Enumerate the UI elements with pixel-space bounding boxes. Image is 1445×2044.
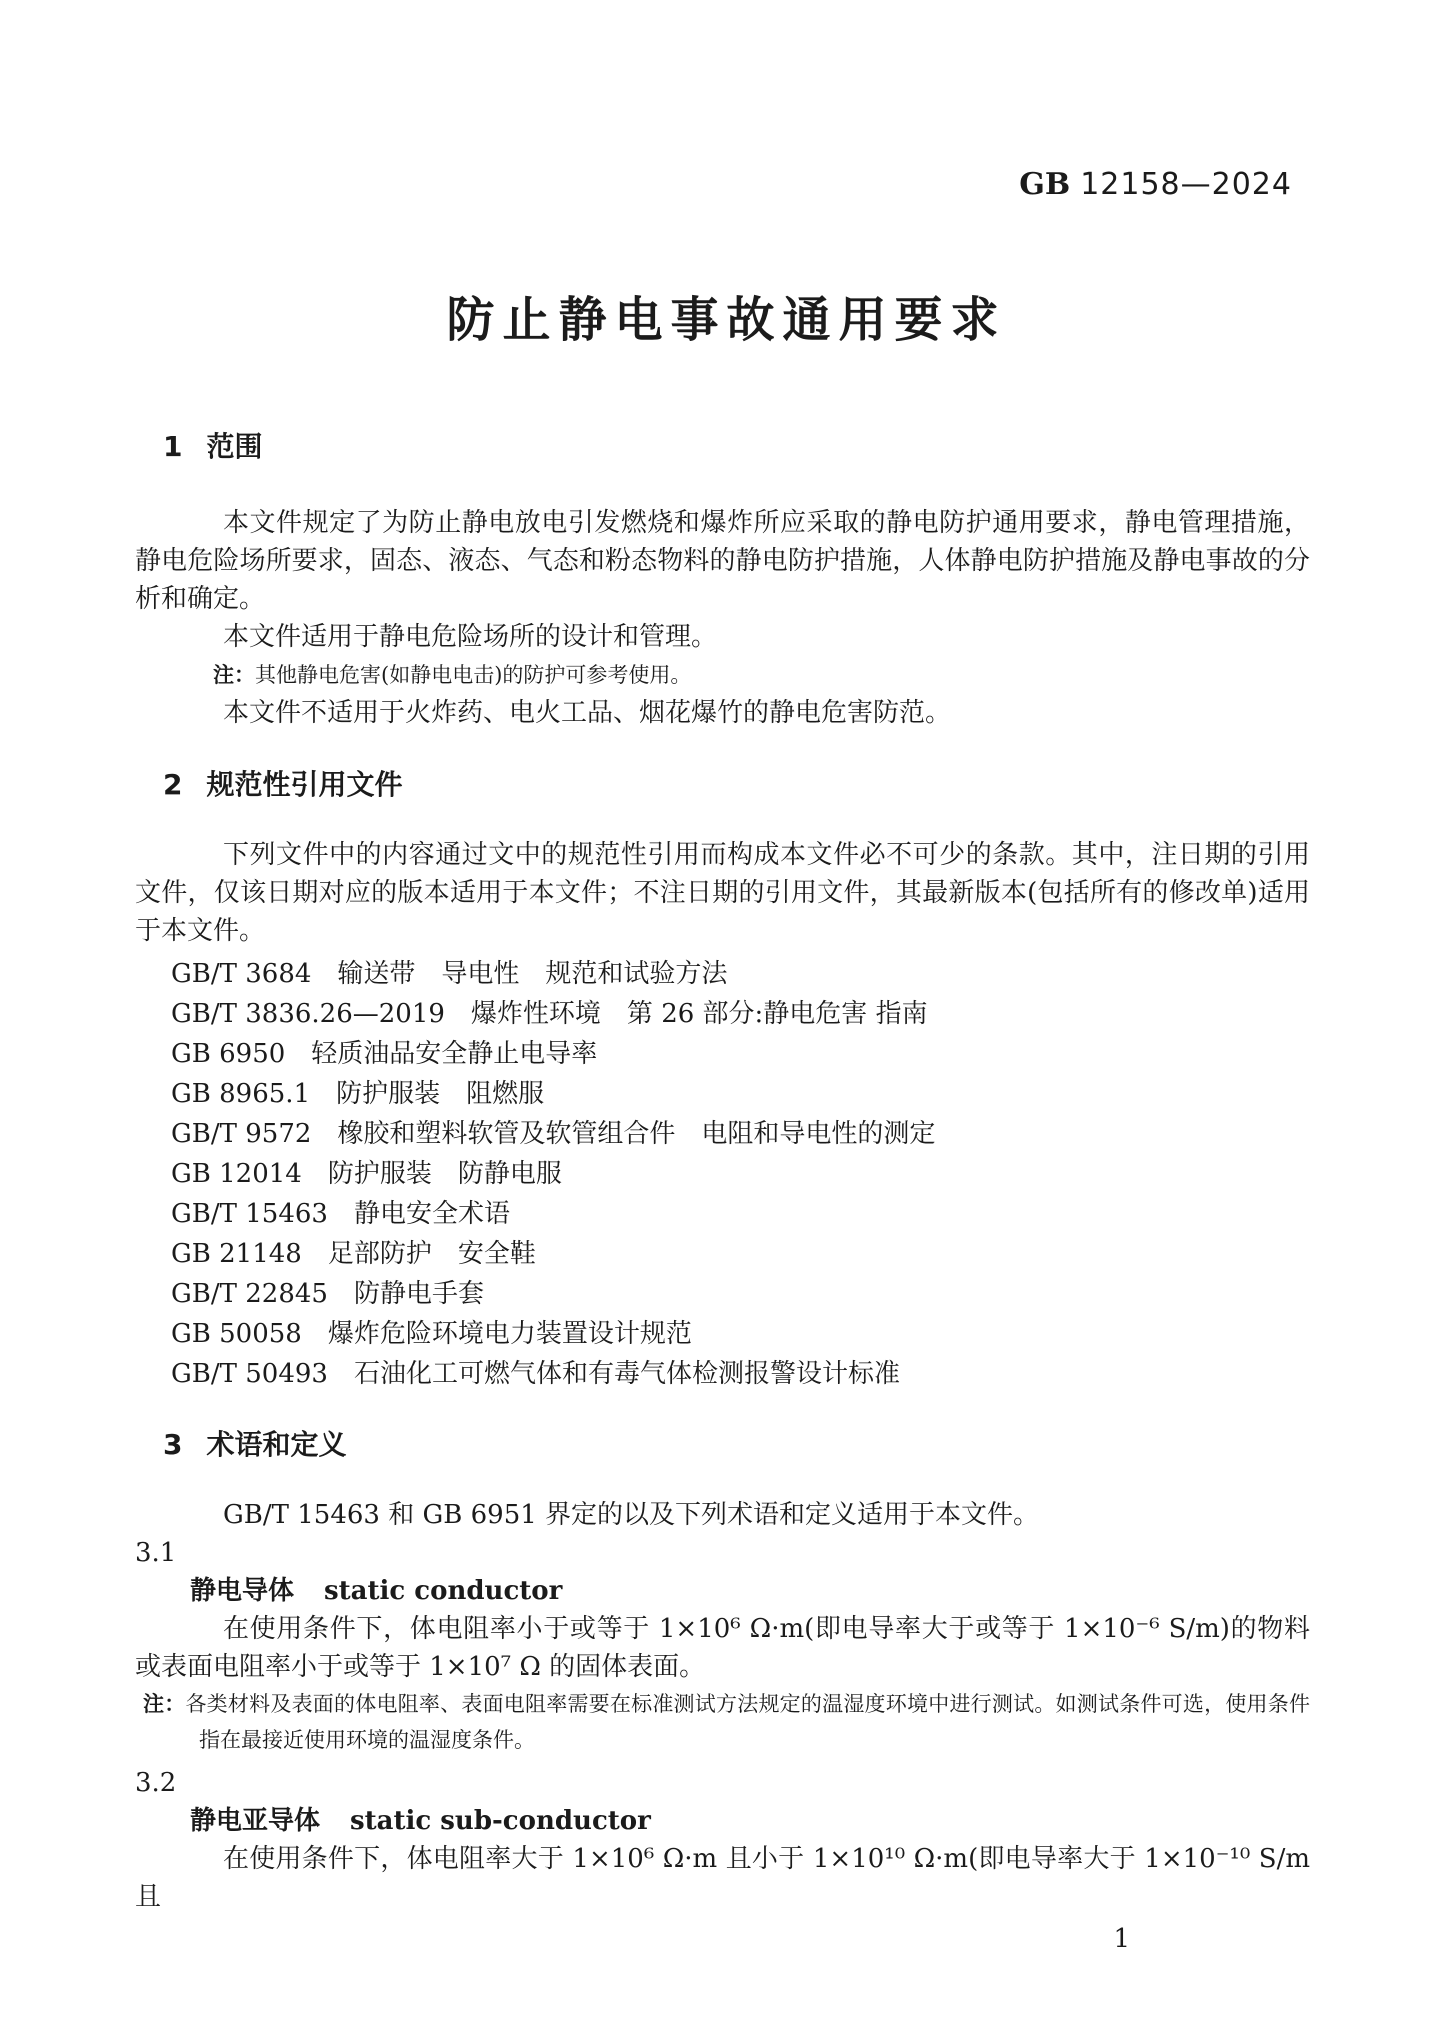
term-3-2-number: 3.2 (135, 1768, 177, 1798)
section-3-number: 3 (163, 1428, 183, 1461)
reference-item: GB/T 3684 输送带 导电性 规范和试验方法 (171, 959, 728, 989)
term-3-2-zh: 静电亚导体 (190, 1806, 321, 1836)
normative-references-list (135, 954, 1310, 1394)
term-3-1-zh: 静电导体 (190, 1576, 295, 1606)
term-3-2-heading (135, 1802, 1310, 1840)
reference-item: GB/T 15463 静电安全术语 (171, 1199, 510, 1229)
section-3-heading (135, 1428, 1310, 1462)
reference-item: GB 12014 防护服装 防静电服 (171, 1159, 562, 1189)
section-1-number: 1 (163, 430, 183, 463)
standard-code-prefix: GB (1019, 167, 1071, 202)
reference-item: GB 21148 足部防护 安全鞋 (171, 1239, 536, 1269)
term-3-2-en: static sub-conductor (350, 1806, 651, 1836)
section-1-title: 范围 (206, 430, 263, 463)
reference-item: GB/T 9572 橡胶和塑料软管及软管组合件 电阻和导电性的测定 (171, 1119, 936, 1149)
section-2-intro: 下列文件中的内容通过文中的规范性引用而构成本文件必不可少的条款。其中，注日期的引用文件，仅该日期对应的版本适用于本文件；不注日期的引用文件，其最新版本(包括所有的修改单)适用于本文件。 (135, 840, 1310, 946)
note-text: 其他静电危害(如静电电击)的防护可参考使用。 (255, 663, 692, 687)
term-3-1-number: 3.1 (135, 1538, 177, 1568)
section-1-paragraph-2: 本文件适用于静电危险场所的设计和管理。 (223, 622, 718, 652)
section-1-heading (135, 430, 1310, 464)
section-2-number: 2 (163, 768, 183, 801)
reference-item: GB 8965.1 防护服装 阻燃服 (171, 1079, 545, 1109)
note-text: 各类材料及表面的体电阻率、表面电阻率需要在标准测试方法规定的温湿度环境中进行测试。如测试条件可选，使用条件指在最接近使用环境的温湿度条件。 (185, 1692, 1311, 1752)
reference-item: GB/T 3836.26—2019 爆炸性环境 第 26 部分:静电危害 指南 (171, 999, 928, 1029)
note-label: 注： (143, 1692, 186, 1716)
reference-item: GB/T 22845 防静电手套 (171, 1279, 484, 1309)
section-3-title: 术语和定义 (206, 1428, 347, 1461)
standard-code-header (135, 168, 1310, 202)
term-3-1-en: static conductor (324, 1576, 563, 1606)
page-number: 1 (1113, 1924, 1130, 1954)
section-1-paragraph-3: 本文件不适用于火炸药、电火工品、烟花爆竹的静电危害防范。 (223, 698, 952, 728)
reference-item: GB 50058 爆炸危险环境电力装置设计规范 (171, 1319, 692, 1349)
document-title: 防止静电事故通用要求 (446, 292, 1007, 348)
section-2-heading (135, 768, 1310, 802)
note-label: 注： (213, 663, 255, 687)
term-3-2-definition: 在使用条件下，体电阻率大于 1×10⁶ Ω·m 且小于 1×10¹⁰ Ω·m(即电导率大于 1×10⁻¹⁰ S/m 且 (135, 1844, 1310, 1912)
section-1-paragraph-1: 本文件规定了为防止静电放电引发燃烧和爆炸所应采取的静电防护通用要求，静电管理措施，静电危险场所要求，固态、液态、气态和粉态物料的静电防护措施，人体静电防护措施及静电事故的分析和确定。 (135, 508, 1310, 614)
term-3-1-definition: 在使用条件下，体电阻率小于或等于 1×10⁶ Ω·m(即电导率大于或等于 1×10⁻⁶ S/m)的物料或表面电阻率小于或等于 1×10⁷ Ω 的固体表面。 (135, 1614, 1310, 1682)
reference-item: GB 6950 轻质油品安全静止电导率 (171, 1039, 598, 1069)
term-3-1-note (143, 1686, 1310, 1758)
section-2-title: 规范性引用文件 (206, 768, 403, 801)
section-1-note (213, 658, 1310, 692)
standard-code-number: 12158—2024 (1080, 167, 1292, 202)
section-3-intro: GB/T 15463 和 GB 6951 界定的以及下列术语和定义适用于本文件。 (223, 1500, 1040, 1530)
term-3-1-heading (135, 1572, 1310, 1610)
reference-item: GB/T 50493 石油化工可燃气体和有毒气体检测报警设计标准 (171, 1359, 900, 1389)
